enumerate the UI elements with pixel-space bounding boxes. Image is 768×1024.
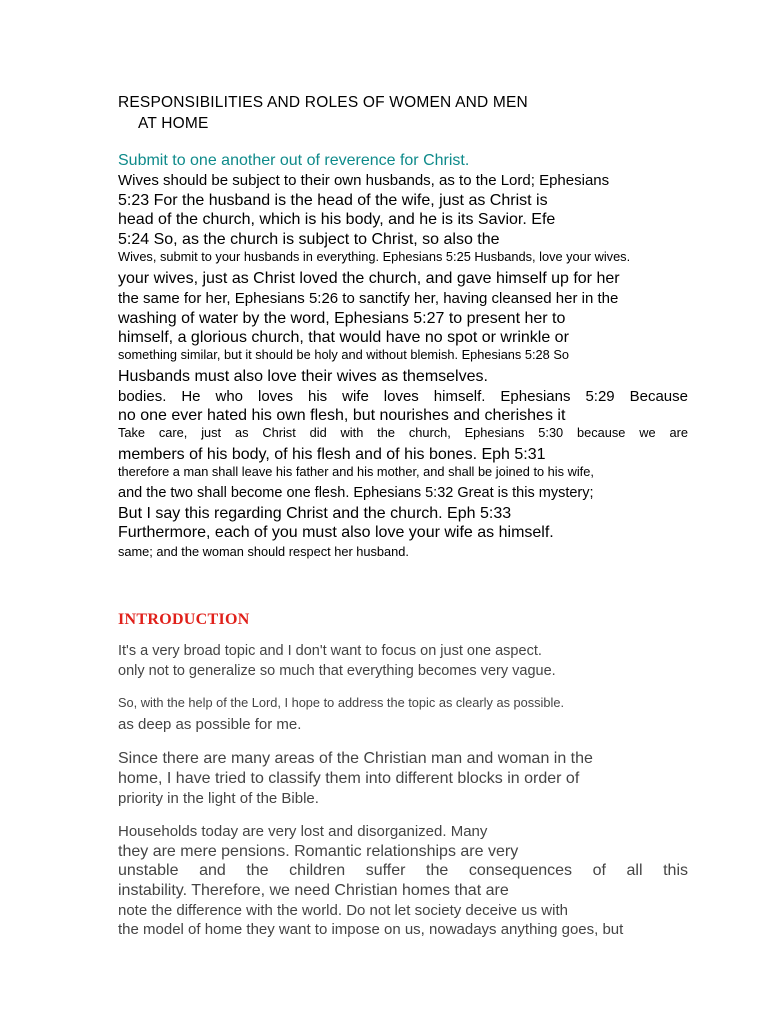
scripture-line: bodies. He who loves his wife loves himself. Ephesians 5:29 Because — [118, 388, 688, 405]
intro-line: So, with the help of the Lord, I hope to address the topic as clearly as possible. — [118, 695, 565, 710]
document-subtitle: Submit to one another out of reverence for Christ. — [118, 152, 470, 169]
intro-line: It's a very broad topic and I don't want to focus on just one aspect. — [118, 643, 542, 659]
scripture-line: Wives, submit to your husbands in everything. Ephesians 5:25 Husbands, love your wives. — [118, 249, 631, 264]
scripture-line: members of his body, of his flesh and of his bones. Eph 5:31 — [118, 446, 546, 463]
scripture-line: Take care, just as Christ did with the church, Ephesians 5:30 because we are — [118, 425, 688, 440]
scripture-line: therefore a man shall leave his father and his mother, and shall be joined to his wife, — [118, 464, 594, 479]
scripture-line: 5:23 For the husband is the head of the wife, just as Christ is — [118, 192, 548, 209]
intro-line: as deep as possible for me. — [118, 716, 302, 733]
scripture-line: head of the church, which is his body, and he is its Savior. Efe — [118, 211, 556, 228]
introduction-heading: INTRODUCTION — [118, 611, 250, 628]
scripture-line: no one ever hated his own flesh, but nourishes and cherishes it — [118, 407, 566, 424]
intro-line: they are mere pensions. Romantic relationships are very — [118, 843, 519, 860]
intro-line: priority in the light of the Bible. — [118, 790, 319, 807]
scripture-line: Furthermore, each of you must also love your wife as himself. — [118, 524, 554, 541]
scripture-line: But I say this regarding Christ and the church. Eph 5:33 — [118, 505, 512, 522]
scripture-line: and the two shall become one flesh. Ephesians 5:32 Great is this mystery; — [118, 485, 594, 501]
scripture-line: Wives should be subject to their own husbands, as to the Lord; Ephesians — [118, 172, 610, 189]
intro-line: home, I have tried to classify them into different blocks in order of — [118, 770, 580, 787]
document-title-line-1: RESPONSIBILITIES AND ROLES OF WOMEN AND MEN — [118, 94, 528, 111]
intro-line: instability. Therefore, we need Christian homes that are — [118, 882, 509, 899]
document-title-line-2: AT HOME — [138, 115, 209, 132]
intro-line: Since there are many areas of the Christian man and woman in the — [118, 750, 593, 767]
intro-line: Households today are very lost and disorganized. Many — [118, 823, 488, 840]
scripture-line: something similar, but it should be holy and without blemish. Ephesians 5:28 So — [118, 347, 569, 362]
scripture-line: 5:24 So, as the church is subject to Christ, so also the — [118, 231, 500, 248]
scripture-line: himself, a glorious church, that would have no spot or wrinkle or — [118, 329, 569, 346]
intro-line: unstable and the children suffer the consequences of all this — [118, 862, 688, 879]
scripture-line: washing of water by the word, Ephesians 5:27 to present her to — [118, 310, 566, 327]
scripture-line: same; and the woman should respect her husband. — [118, 544, 409, 559]
scripture-line: Husbands must also love their wives as themselves. — [118, 368, 488, 385]
intro-line: the model of home they want to impose on us, nowadays anything goes, but — [118, 921, 624, 938]
intro-line: note the difference with the world. Do not let society deceive us with — [118, 902, 568, 919]
scripture-line: the same for her, Ephesians 5:26 to sanctify her, having cleansed her in the — [118, 290, 619, 307]
scripture-line: your wives, just as Christ loved the church, and gave himself up for her — [118, 270, 620, 287]
intro-line: only not to generalize so much that everything becomes very vague. — [118, 663, 556, 679]
